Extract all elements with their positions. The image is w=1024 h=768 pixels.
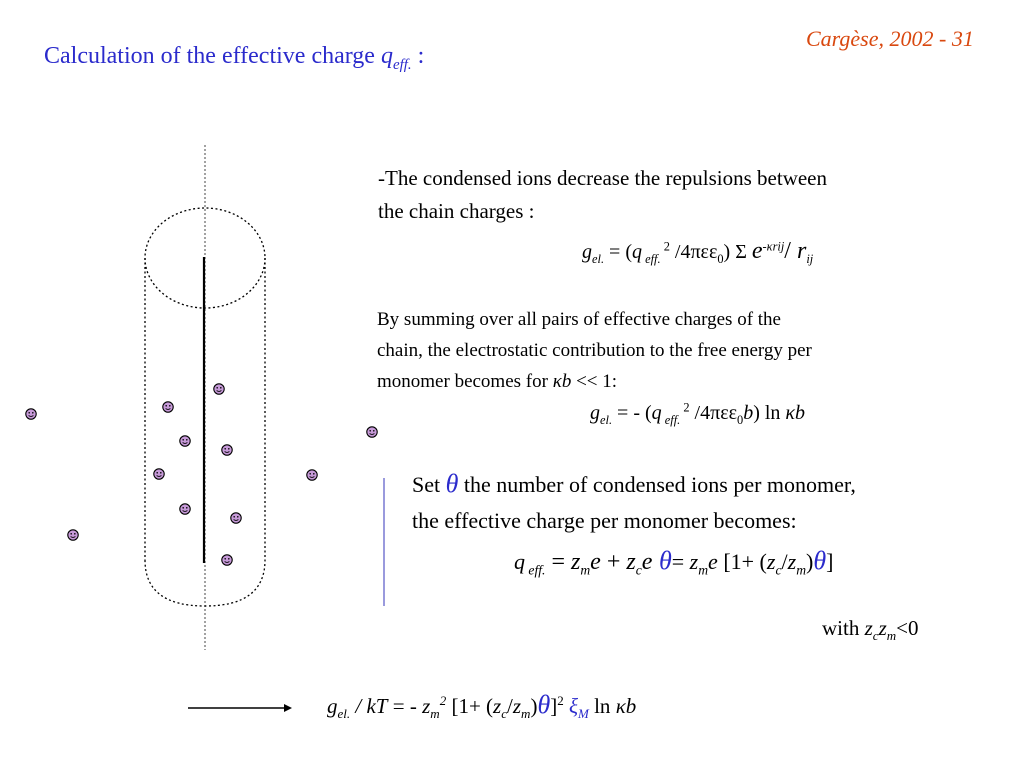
intro-line-2: the chain charges : [378, 199, 535, 223]
eq2-eq: = - ( [612, 402, 652, 424]
counterion [154, 469, 164, 479]
summing-kb: κb [552, 371, 572, 392]
eq4-zc-sub: c [501, 706, 508, 722]
eq4-br2: ) [530, 694, 538, 718]
with-z1-sub: c [872, 628, 879, 644]
eq4-xi-sub: M [578, 706, 589, 722]
eq3-eq2: = [671, 549, 690, 574]
intro-paragraph [378, 162, 827, 228]
eq3-e3: e [708, 549, 718, 574]
eq1-q-sub: eff. [642, 252, 661, 266]
eq4-eq: = - [387, 694, 423, 718]
eq4-zm-sub: m [521, 706, 531, 722]
eq3-z3: z [689, 549, 699, 574]
eq3-br1: [1+ ( [717, 549, 767, 574]
with-z2-sub: m [886, 628, 897, 644]
eq1-g: g [582, 241, 592, 263]
set-line-2: the effective charge per monomer becomes: [412, 508, 797, 533]
eq2-square: 2 [680, 400, 690, 415]
result-arrow-head [284, 704, 292, 712]
equation-effective-charge [514, 546, 833, 576]
set-line-1-rest: the number of condensed ions per monomer, [458, 472, 856, 497]
eq3-q-sub: eff. [525, 562, 546, 578]
page-number: Cargèse, 2002 - 31 [806, 26, 974, 51]
eq3-br2: ) [806, 549, 814, 574]
eq3-z2-sub: c [635, 562, 642, 578]
eq4-br3: ] [550, 694, 558, 718]
eq2-denom: /4πεε [689, 402, 737, 424]
eq3-theta-2: θ [813, 546, 827, 575]
eq4-xi: ξ [563, 694, 578, 718]
eq3-e1: e [590, 549, 601, 575]
title-prefix: Calculation of the effective charge [44, 43, 381, 69]
eq4-theta: θ [537, 690, 551, 719]
set-line-1 [412, 466, 856, 503]
counterion [68, 530, 78, 540]
eq2-g-sub: el. [600, 413, 613, 427]
eq1-q: q [632, 241, 642, 263]
eq2-q: q [651, 402, 662, 424]
title-sub: eff. [392, 56, 412, 73]
counterion [180, 436, 190, 446]
eq2-g: g [590, 402, 600, 424]
eq4-z-sup: 2 [439, 693, 447, 708]
with-z2: z [878, 616, 887, 640]
eq3-z5-sub: m [796, 562, 807, 578]
eq3-z1-sub: m [580, 562, 591, 578]
with-z1: z [864, 616, 873, 640]
eq4-ln: ln [588, 694, 616, 718]
counterion [180, 504, 190, 514]
eq1-denom: /4πεε [669, 241, 718, 263]
eq3-z2: z [626, 549, 636, 575]
equation-free-energy [590, 402, 805, 425]
eq3-z4: z [766, 549, 776, 574]
eq3-z3-sub: m [698, 562, 709, 578]
eq3-theta: θ [652, 546, 672, 575]
eq2-denom-sub: 0 [737, 413, 744, 427]
eq4-z: z [422, 694, 431, 718]
summing-line-3-end: << 1: [571, 371, 618, 392]
eq4-slash: / [507, 694, 513, 718]
eq4-g-sub: el. [337, 706, 351, 722]
eq2-q-sub: eff. [661, 413, 681, 427]
set-word: Set [412, 472, 446, 497]
equation-result [327, 690, 636, 720]
eq1-e: e [751, 238, 763, 264]
vertical-separator [383, 478, 385, 606]
with-word: with [822, 616, 865, 640]
eq2-kb: κb [785, 402, 806, 424]
equation-interaction [582, 238, 813, 265]
eq2-ln: ) ln [753, 402, 786, 424]
theta-symbol: θ [445, 469, 459, 498]
counterion [163, 402, 173, 412]
eq1-slash: / [784, 238, 797, 264]
sign-condition [822, 616, 919, 644]
eq4-square: 2 [557, 693, 564, 708]
summing-line-1: By summing over all pairs of effective charges of the [377, 309, 781, 330]
eq2-b: b [743, 402, 754, 424]
eq4-z-sub: m [430, 706, 440, 722]
counterion [367, 427, 377, 437]
eq4-zc: z [493, 694, 502, 718]
eq3-e2: e [641, 549, 653, 575]
eq1-denom-sub: 0 [717, 252, 724, 266]
eq3-q: q [514, 549, 525, 574]
summing-line-3-text: monomer becomes for [377, 371, 553, 392]
summing-line-3 [377, 366, 812, 397]
title-suffix: : [411, 43, 425, 69]
eq3-eq1: = [545, 549, 571, 575]
counterion [307, 470, 317, 480]
eq4-kb: κb [615, 694, 637, 718]
eq1-r: r [796, 238, 807, 264]
eq4-zm: z [512, 694, 522, 718]
eq3-br3: ] [826, 549, 834, 574]
eq4-kt: / kT [350, 694, 388, 718]
eq1-sum: ) Σ [723, 241, 752, 263]
eq1-r-sub: ij [806, 252, 814, 266]
eq3-z4-sub: c [775, 562, 782, 578]
title-q: q [380, 43, 393, 69]
eq4-br1: [1+ ( [446, 694, 494, 718]
counterion [214, 384, 224, 394]
eq1-g-sub: el. [592, 252, 605, 266]
eq3-plus: + [600, 549, 627, 575]
eq1-square: 2 [660, 239, 670, 254]
summing-line-2: chain, the electrostatic contribution to the free energy per [377, 340, 812, 361]
counterion [222, 445, 232, 455]
set-theta-paragraph [412, 466, 856, 539]
eq1-exponent: -κrij [762, 239, 785, 254]
eq4-g: g [327, 694, 338, 718]
counterion [26, 409, 36, 419]
eq3-z1: z [570, 549, 581, 575]
counterion [231, 513, 241, 523]
eq3-z5: z [787, 549, 797, 574]
summing-paragraph [377, 304, 812, 397]
with-cond: <0 [896, 616, 919, 640]
eq3-slash: / [781, 549, 788, 574]
eq1-eq: = ( [604, 241, 632, 263]
counterion [222, 555, 232, 565]
intro-line-1: -The condensed ions decrease the repulsions between [378, 166, 827, 190]
